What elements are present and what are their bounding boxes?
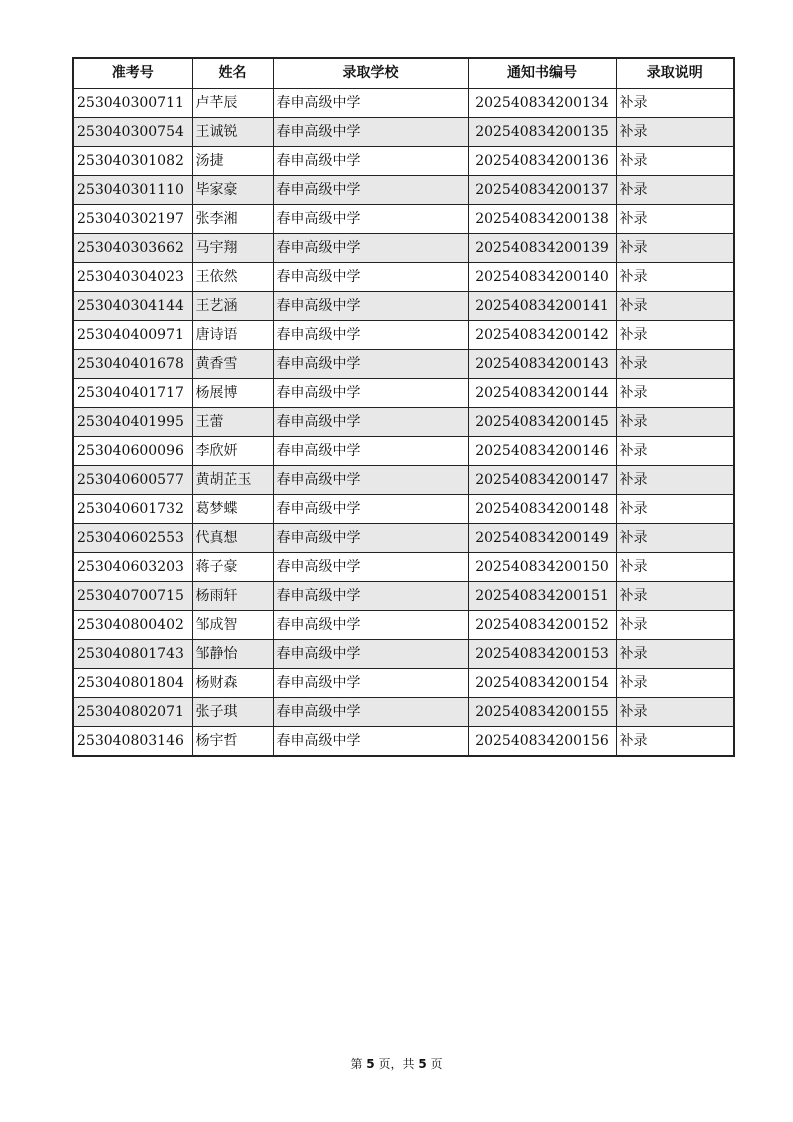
cell-exam-id: 253040803146 xyxy=(73,727,192,757)
table-row xyxy=(73,495,734,524)
cell-admission-note: 补录 xyxy=(616,350,734,379)
cell-school: 春申高级中学 xyxy=(273,698,468,727)
cell-school: 春申高级中学 xyxy=(273,205,468,234)
table-row xyxy=(73,466,734,495)
cell-admission-note: 补录 xyxy=(616,727,734,757)
cell-name: 王诚锐 xyxy=(192,118,273,147)
header-exam-id: 准考号 xyxy=(73,58,192,89)
cell-name: 马宇翔 xyxy=(192,234,273,263)
cell-exam-id: 253040304144 xyxy=(73,292,192,321)
table-row xyxy=(73,640,734,669)
cell-name: 王蕾 xyxy=(192,408,273,437)
cell-name: 葛梦蝶 xyxy=(192,495,273,524)
cell-school: 春申高级中学 xyxy=(273,640,468,669)
cell-admission-note: 补录 xyxy=(616,669,734,698)
cell-school: 春申高级中学 xyxy=(273,263,468,292)
header-name: 姓名 xyxy=(192,58,273,89)
header-school: 录取学校 xyxy=(273,58,468,89)
cell-notice-number: 202540834200144 xyxy=(468,379,616,408)
cell-admission-note: 补录 xyxy=(616,89,734,118)
cell-notice-number: 202540834200156 xyxy=(468,727,616,757)
cell-admission-note: 补录 xyxy=(616,379,734,408)
cell-admission-note: 补录 xyxy=(616,321,734,350)
cell-school: 春申高级中学 xyxy=(273,495,468,524)
admission-table-container xyxy=(72,57,733,757)
cell-notice-number: 202540834200135 xyxy=(468,118,616,147)
cell-exam-id: 253040304023 xyxy=(73,263,192,292)
cell-notice-number: 202540834200143 xyxy=(468,350,616,379)
cell-notice-number: 202540834200134 xyxy=(468,89,616,118)
table-row xyxy=(73,379,734,408)
cell-notice-number: 202540834200146 xyxy=(468,437,616,466)
cell-exam-id: 253040303662 xyxy=(73,234,192,263)
table-row xyxy=(73,263,734,292)
cell-notice-number: 202540834200136 xyxy=(468,147,616,176)
cell-admission-note: 补录 xyxy=(616,118,734,147)
table-row xyxy=(73,147,734,176)
cell-notice-number: 202540834200145 xyxy=(468,408,616,437)
table-row xyxy=(73,205,734,234)
cell-admission-note: 补录 xyxy=(616,408,734,437)
cell-exam-id: 253040601732 xyxy=(73,495,192,524)
cell-notice-number: 202540834200151 xyxy=(468,582,616,611)
cell-notice-number: 202540834200142 xyxy=(468,321,616,350)
cell-admission-note: 补录 xyxy=(616,524,734,553)
table-row xyxy=(73,437,734,466)
cell-name: 蒋子豪 xyxy=(192,553,273,582)
cell-name: 杨财森 xyxy=(192,669,273,698)
cell-notice-number: 202540834200147 xyxy=(468,466,616,495)
cell-school: 春申高级中学 xyxy=(273,379,468,408)
cell-name: 李欣妍 xyxy=(192,437,273,466)
cell-exam-id: 253040800402 xyxy=(73,611,192,640)
header-notice-number: 通知书编号 xyxy=(468,58,616,89)
cell-notice-number: 202540834200150 xyxy=(468,553,616,582)
cell-name: 卢芊辰 xyxy=(192,89,273,118)
cell-exam-id: 253040802071 xyxy=(73,698,192,727)
header-admission-note: 录取说明 xyxy=(616,58,734,89)
cell-name: 唐诗语 xyxy=(192,321,273,350)
cell-admission-note: 补录 xyxy=(616,176,734,205)
cell-name: 邹静怡 xyxy=(192,640,273,669)
table-row xyxy=(73,582,734,611)
cell-admission-note: 补录 xyxy=(616,611,734,640)
cell-notice-number: 202540834200152 xyxy=(468,611,616,640)
table-row xyxy=(73,553,734,582)
cell-notice-number: 202540834200154 xyxy=(468,669,616,698)
cell-name: 汤捷 xyxy=(192,147,273,176)
cell-exam-id: 253040602553 xyxy=(73,524,192,553)
cell-exam-id: 253040400971 xyxy=(73,321,192,350)
cell-admission-note: 补录 xyxy=(616,698,734,727)
cell-school: 春申高级中学 xyxy=(273,321,468,350)
cell-exam-id: 253040302197 xyxy=(73,205,192,234)
cell-exam-id: 253040300711 xyxy=(73,89,192,118)
cell-exam-id: 253040801804 xyxy=(73,669,192,698)
cell-admission-note: 补录 xyxy=(616,263,734,292)
cell-school: 春申高级中学 xyxy=(273,611,468,640)
cell-name: 王艺涵 xyxy=(192,292,273,321)
table-row xyxy=(73,669,734,698)
table-row xyxy=(73,234,734,263)
cell-name: 杨展博 xyxy=(192,379,273,408)
cell-exam-id: 253040300754 xyxy=(73,118,192,147)
cell-name: 杨雨轩 xyxy=(192,582,273,611)
cell-school: 春申高级中学 xyxy=(273,524,468,553)
table-row xyxy=(73,350,734,379)
table-row xyxy=(73,321,734,350)
cell-school: 春申高级中学 xyxy=(273,437,468,466)
cell-notice-number: 202540834200139 xyxy=(468,234,616,263)
table-row xyxy=(73,176,734,205)
table-header-row xyxy=(73,58,734,89)
cell-exam-id: 253040401717 xyxy=(73,379,192,408)
cell-school: 春申高级中学 xyxy=(273,553,468,582)
table-row xyxy=(73,292,734,321)
cell-exam-id: 253040401995 xyxy=(73,408,192,437)
cell-notice-number: 202540834200141 xyxy=(468,292,616,321)
cell-notice-number: 202540834200153 xyxy=(468,640,616,669)
cell-notice-number: 202540834200148 xyxy=(468,495,616,524)
cell-school: 春申高级中学 xyxy=(273,582,468,611)
cell-exam-id: 253040801743 xyxy=(73,640,192,669)
cell-admission-note: 补录 xyxy=(616,466,734,495)
cell-school: 春申高级中学 xyxy=(273,408,468,437)
cell-admission-note: 补录 xyxy=(616,437,734,466)
cell-notice-number: 202540834200140 xyxy=(468,263,616,292)
table-row xyxy=(73,611,734,640)
cell-admission-note: 补录 xyxy=(616,582,734,611)
admission-table xyxy=(72,57,735,757)
cell-exam-id: 253040600096 xyxy=(73,437,192,466)
cell-exam-id: 253040700715 xyxy=(73,582,192,611)
cell-school: 春申高级中学 xyxy=(273,466,468,495)
cell-school: 春申高级中学 xyxy=(273,292,468,321)
cell-admission-note: 补录 xyxy=(616,205,734,234)
cell-school: 春申高级中学 xyxy=(273,176,468,205)
cell-school: 春申高级中学 xyxy=(273,234,468,263)
cell-school: 春申高级中学 xyxy=(273,727,468,757)
table-row xyxy=(73,118,734,147)
cell-admission-note: 补录 xyxy=(616,147,734,176)
footer-middle: 页，共 xyxy=(378,1057,415,1071)
cell-name: 黄香雪 xyxy=(192,350,273,379)
cell-name: 代真想 xyxy=(192,524,273,553)
table-body xyxy=(73,89,734,757)
cell-admission-note: 补录 xyxy=(616,292,734,321)
table-row xyxy=(73,698,734,727)
cell-name: 黄胡芷玉 xyxy=(192,466,273,495)
cell-name: 邹成智 xyxy=(192,611,273,640)
cell-admission-note: 补录 xyxy=(616,553,734,582)
footer-suffix: 页 xyxy=(430,1057,443,1071)
cell-notice-number: 202540834200155 xyxy=(468,698,616,727)
cell-exam-id: 253040301082 xyxy=(73,147,192,176)
footer-total-pages: 5 xyxy=(418,1057,427,1071)
cell-name: 毕家豪 xyxy=(192,176,273,205)
cell-notice-number: 202540834200137 xyxy=(468,176,616,205)
cell-school: 春申高级中学 xyxy=(273,350,468,379)
cell-exam-id: 253040401678 xyxy=(73,350,192,379)
cell-school: 春申高级中学 xyxy=(273,118,468,147)
table-row xyxy=(73,524,734,553)
cell-name: 杨宇哲 xyxy=(192,727,273,757)
footer-prefix: 第 xyxy=(350,1057,363,1071)
cell-exam-id: 253040600577 xyxy=(73,466,192,495)
table-row xyxy=(73,727,734,757)
table-row xyxy=(73,408,734,437)
cell-name: 张子琪 xyxy=(192,698,273,727)
cell-school: 春申高级中学 xyxy=(273,89,468,118)
cell-exam-id: 253040301110 xyxy=(73,176,192,205)
footer-current-page: 5 xyxy=(366,1057,375,1071)
table-row xyxy=(73,89,734,118)
cell-school: 春申高级中学 xyxy=(273,147,468,176)
cell-name: 王依然 xyxy=(192,263,273,292)
cell-notice-number: 202540834200138 xyxy=(468,205,616,234)
cell-admission-note: 补录 xyxy=(616,495,734,524)
cell-notice-number: 202540834200149 xyxy=(468,524,616,553)
cell-admission-note: 补录 xyxy=(616,640,734,669)
cell-school: 春申高级中学 xyxy=(273,669,468,698)
cell-admission-note: 补录 xyxy=(616,234,734,263)
page-footer xyxy=(0,1055,793,1072)
cell-name: 张李湘 xyxy=(192,205,273,234)
cell-exam-id: 253040603203 xyxy=(73,553,192,582)
